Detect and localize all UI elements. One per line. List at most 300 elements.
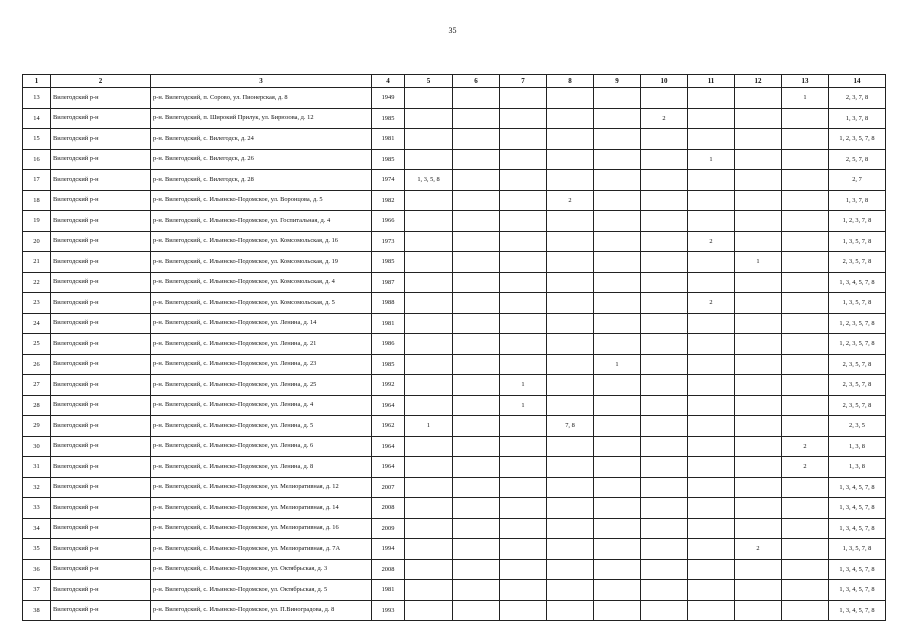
table-cell: 1981	[372, 580, 405, 601]
table-cell	[594, 498, 641, 519]
table-cell: 1, 3, 4, 5, 7, 8	[829, 498, 886, 519]
table-cell	[547, 580, 594, 601]
table-cell	[641, 416, 688, 437]
table-row	[23, 498, 886, 519]
table-cell	[735, 457, 782, 478]
table-cell: 1, 3, 4, 5, 7, 8	[829, 272, 886, 293]
table-cell	[405, 293, 453, 314]
table-cell	[405, 334, 453, 355]
table-cell: 34	[23, 518, 51, 539]
table-cell: Вилегодский р-н	[51, 293, 151, 314]
table-cell	[500, 129, 547, 150]
table-cell	[688, 416, 735, 437]
table-cell	[500, 334, 547, 355]
table-row	[23, 211, 886, 232]
table-cell	[782, 252, 829, 273]
table-cell	[594, 313, 641, 334]
column-header: 8	[547, 75, 594, 88]
table-cell	[500, 559, 547, 580]
table-cell	[453, 498, 500, 519]
table-cell: 2	[547, 190, 594, 211]
table-cell	[500, 149, 547, 170]
table-cell	[500, 518, 547, 539]
table-cell: 2, 3, 5, 7, 8	[829, 395, 886, 416]
table-cell: 27	[23, 375, 51, 396]
table-cell	[641, 231, 688, 252]
table-cell	[735, 170, 782, 191]
column-header: 6	[453, 75, 500, 88]
table-cell	[547, 129, 594, 150]
table-row	[23, 395, 886, 416]
table-cell	[688, 313, 735, 334]
table-cell: 2008	[372, 559, 405, 580]
table-cell: 1	[782, 88, 829, 109]
table-cell: Вилегодский р-н	[51, 190, 151, 211]
table-cell	[641, 190, 688, 211]
table-cell: р-н. Вилегодский, с. Вилегодск, д. 28	[151, 170, 372, 191]
column-header: 2	[51, 75, 151, 88]
table-row	[23, 354, 886, 375]
table-cell	[782, 190, 829, 211]
table-cell: 1, 3, 5, 7, 8	[829, 293, 886, 314]
table-cell	[735, 416, 782, 437]
table-cell: 1988	[372, 293, 405, 314]
table-cell: р-н. Вилегодский, с. Ильинско-Подомское, ул. Ленина, д. 23	[151, 354, 372, 375]
table-cell: р-н. Вилегодский, с. Ильинско-Подомское, ул. Ленина, д. 25	[151, 375, 372, 396]
table-cell: 1964	[372, 436, 405, 457]
table-cell: р-н. Вилегодский, с. Ильинско-Подомское, ул. Комсомольская, д. 4	[151, 272, 372, 293]
table-cell: Вилегодский р-н	[51, 559, 151, 580]
table-row	[23, 190, 886, 211]
table-cell: 1964	[372, 395, 405, 416]
column-header: 3	[151, 75, 372, 88]
table-cell: 2, 3, 5, 7, 8	[829, 354, 886, 375]
table-cell: 1993	[372, 600, 405, 621]
table-cell	[547, 293, 594, 314]
table-row	[23, 580, 886, 601]
table-cell	[641, 354, 688, 375]
table-cell	[688, 580, 735, 601]
table-cell: 2009	[372, 518, 405, 539]
table-cell	[453, 539, 500, 560]
table-cell	[547, 170, 594, 191]
table-cell	[782, 293, 829, 314]
column-header: 12	[735, 75, 782, 88]
table-cell	[782, 580, 829, 601]
table-cell	[405, 395, 453, 416]
table-cell: Вилегодский р-н	[51, 211, 151, 232]
table-cell: Вилегодский р-н	[51, 395, 151, 416]
table-body	[23, 88, 886, 621]
table-cell: 26	[23, 354, 51, 375]
table-cell	[594, 477, 641, 498]
table-cell: Вилегодский р-н	[51, 252, 151, 273]
table-cell: 1	[500, 395, 547, 416]
table-cell: 1985	[372, 252, 405, 273]
table-row	[23, 252, 886, 273]
table-cell	[688, 129, 735, 150]
table-cell: Вилегодский р-н	[51, 313, 151, 334]
table-cell	[688, 436, 735, 457]
column-header: 14	[829, 75, 886, 88]
table-cell: 20	[23, 231, 51, 252]
table-cell	[735, 293, 782, 314]
table-cell: 2	[688, 231, 735, 252]
table-cell	[735, 334, 782, 355]
table-cell	[735, 211, 782, 232]
table-cell: 1, 3, 7, 8	[829, 190, 886, 211]
table-cell	[735, 272, 782, 293]
table-cell: 1	[405, 416, 453, 437]
table-cell: 1	[688, 149, 735, 170]
table-cell: 1, 2, 3, 7, 8	[829, 211, 886, 232]
table-cell	[735, 477, 782, 498]
table-cell	[782, 211, 829, 232]
table-cell: р-н. Вилегодский, с. Ильинско-Подомское, ул. Октябрьская, д. 5	[151, 580, 372, 601]
table-cell: Вилегодский р-н	[51, 498, 151, 519]
column-header: 13	[782, 75, 829, 88]
table-cell	[641, 149, 688, 170]
table-cell: Вилегодский р-н	[51, 354, 151, 375]
table-cell	[453, 170, 500, 191]
table-cell	[500, 457, 547, 478]
table-cell: 1, 3, 4, 5, 7, 8	[829, 580, 886, 601]
table-cell	[405, 498, 453, 519]
table-cell	[405, 88, 453, 109]
table-cell	[547, 436, 594, 457]
table-cell: 1, 3, 4, 5, 7, 8	[829, 559, 886, 580]
table-cell	[453, 313, 500, 334]
table-cell: 1981	[372, 129, 405, 150]
table-cell: 1, 2, 3, 5, 7, 8	[829, 313, 886, 334]
header-row	[23, 75, 886, 88]
table-cell	[405, 457, 453, 478]
table-cell: р-н. Вилегодский, с. Вилегодск, д. 26	[151, 149, 372, 170]
table-cell: 1, 2, 3, 5, 7, 8	[829, 334, 886, 355]
table-cell	[547, 498, 594, 519]
table-cell	[735, 436, 782, 457]
table-cell	[735, 108, 782, 129]
table-cell: 32	[23, 477, 51, 498]
table-cell: 1992	[372, 375, 405, 396]
table-cell: р-н. Вилегодский, с. Ильинско-Подомское, ул. Мелиоративная, д. 16	[151, 518, 372, 539]
table-cell	[735, 231, 782, 252]
table-cell	[782, 231, 829, 252]
table-cell	[453, 354, 500, 375]
table-cell	[453, 559, 500, 580]
table-cell	[594, 149, 641, 170]
table-cell	[594, 375, 641, 396]
column-header: 4	[372, 75, 405, 88]
table-cell	[405, 559, 453, 580]
table-cell	[782, 539, 829, 560]
table-cell: 2, 7	[829, 170, 886, 191]
table-cell	[594, 190, 641, 211]
table-cell	[641, 375, 688, 396]
table-cell	[547, 354, 594, 375]
table-row	[23, 293, 886, 314]
table-cell: 2, 3, 5, 7, 8	[829, 375, 886, 396]
table-cell: р-н. Вилегодский, с. Ильинско-Подомское, ул. Комсомольская, д. 5	[151, 293, 372, 314]
table-cell	[735, 149, 782, 170]
table-cell: 30	[23, 436, 51, 457]
table-cell	[641, 252, 688, 273]
table-row	[23, 375, 886, 396]
table-cell: 25	[23, 334, 51, 355]
table-cell	[594, 293, 641, 314]
table-cell	[594, 334, 641, 355]
table-cell: Вилегодский р-н	[51, 457, 151, 478]
table-cell	[735, 354, 782, 375]
table-cell: 1, 3, 7, 8	[829, 108, 886, 129]
table-cell: 1, 3, 5, 7, 8	[829, 539, 886, 560]
table-cell	[453, 580, 500, 601]
table-cell	[782, 129, 829, 150]
table-cell: 1981	[372, 313, 405, 334]
table-cell	[500, 211, 547, 232]
table-cell: 2, 5, 7, 8	[829, 149, 886, 170]
table-cell	[594, 559, 641, 580]
table-cell: р-н. Вилегодский, с. Ильинско-Подомское, ул. Ленина, д. 5	[151, 416, 372, 437]
table-cell: р-н. Вилегодский, с. Ильинско-Подомское, ул. Ленина, д. 21	[151, 334, 372, 355]
table-cell	[594, 436, 641, 457]
table-cell	[782, 313, 829, 334]
table-cell: 2	[641, 108, 688, 129]
table-cell: р-н. Вилегодский, с. Ильинско-Подомское, ул. Мелиоративная, д. 14	[151, 498, 372, 519]
table-cell	[405, 580, 453, 601]
table-cell	[405, 436, 453, 457]
table-cell: 1974	[372, 170, 405, 191]
table-cell	[594, 170, 641, 191]
table-cell	[641, 129, 688, 150]
table-cell: 1, 3, 4, 5, 7, 8	[829, 600, 886, 621]
table-cell	[547, 334, 594, 355]
table-cell: 1985	[372, 354, 405, 375]
table-cell	[641, 600, 688, 621]
table-cell	[453, 88, 500, 109]
table-cell	[453, 395, 500, 416]
table-cell: 1	[594, 354, 641, 375]
table-cell: 14	[23, 108, 51, 129]
table-cell	[594, 272, 641, 293]
table-cell: 1986	[372, 334, 405, 355]
table-cell	[453, 518, 500, 539]
table-cell	[782, 375, 829, 396]
table-cell	[500, 600, 547, 621]
table-cell: Вилегодский р-н	[51, 539, 151, 560]
table-cell	[594, 600, 641, 621]
table-cell	[782, 477, 829, 498]
table-row	[23, 334, 886, 355]
table-cell: Вилегодский р-н	[51, 375, 151, 396]
table-cell	[782, 354, 829, 375]
table-cell: р-н. Вилегодский, с. Вилегодск, д. 24	[151, 129, 372, 150]
table-cell	[688, 375, 735, 396]
table-cell: р-н. Вилегодский, с. Ильинско-Подомское, ул. Ленина, д. 4	[151, 395, 372, 416]
table-cell: 1	[735, 252, 782, 273]
table-cell: р-н. Вилегодский, с. Ильинско-Подомское, ул. Октябрьская, д. 3	[151, 559, 372, 580]
table-cell	[405, 354, 453, 375]
table-row	[23, 600, 886, 621]
table-cell: р-н. Вилегодский, с. Ильинско-Подомское, ул. Госпитальная, д. 4	[151, 211, 372, 232]
table-cell	[641, 498, 688, 519]
table-cell: Вилегодский р-н	[51, 477, 151, 498]
table-cell: 37	[23, 580, 51, 601]
table-cell	[405, 518, 453, 539]
table-cell	[405, 108, 453, 129]
table-cell	[782, 272, 829, 293]
table-row	[23, 149, 886, 170]
table-cell	[688, 498, 735, 519]
table-cell	[453, 334, 500, 355]
table-cell	[547, 395, 594, 416]
table-cell	[547, 108, 594, 129]
table-cell	[594, 580, 641, 601]
column-header: 9	[594, 75, 641, 88]
table-cell: 15	[23, 129, 51, 150]
table-cell: 13	[23, 88, 51, 109]
table-row	[23, 559, 886, 580]
table-cell: Вилегодский р-н	[51, 170, 151, 191]
table-cell	[735, 375, 782, 396]
column-header: 10	[641, 75, 688, 88]
table-cell: 2, 3, 7, 8	[829, 88, 886, 109]
table-cell	[453, 293, 500, 314]
table-cell	[735, 498, 782, 519]
table-cell: 1, 3, 4, 5, 7, 8	[829, 518, 886, 539]
table-cell: 1994	[372, 539, 405, 560]
table-cell: 35	[23, 539, 51, 560]
table-cell: р-н. Вилегодский, с. Ильинско-Подомское, ул. Ленина, д. 14	[151, 313, 372, 334]
table-cell	[547, 600, 594, 621]
table-cell: 18	[23, 190, 51, 211]
table-cell: 2	[735, 539, 782, 560]
table-cell	[500, 354, 547, 375]
table-cell	[782, 518, 829, 539]
table-cell	[453, 457, 500, 478]
table-cell	[688, 354, 735, 375]
table-cell	[405, 129, 453, 150]
table-cell	[688, 334, 735, 355]
table-cell	[405, 539, 453, 560]
table-cell	[688, 211, 735, 232]
table-cell: Вилегодский р-н	[51, 334, 151, 355]
table-cell	[641, 559, 688, 580]
table-cell	[547, 211, 594, 232]
table-cell	[453, 477, 500, 498]
table-cell: Вилегодский р-н	[51, 272, 151, 293]
table-cell	[688, 559, 735, 580]
table-cell	[500, 477, 547, 498]
table-cell: 1, 3, 5, 8	[405, 170, 453, 191]
table-cell: 2, 3, 5, 7, 8	[829, 252, 886, 273]
table-cell	[405, 375, 453, 396]
table-cell	[641, 272, 688, 293]
table-cell: 2, 3, 5	[829, 416, 886, 437]
table-cell: Вилегодский р-н	[51, 518, 151, 539]
table-cell: Вилегодский р-н	[51, 231, 151, 252]
table-cell: 1, 3, 8	[829, 436, 886, 457]
table-cell	[688, 477, 735, 498]
table-cell: 1966	[372, 211, 405, 232]
column-header: 7	[500, 75, 547, 88]
table-cell	[782, 559, 829, 580]
table-cell	[688, 170, 735, 191]
table-cell	[782, 149, 829, 170]
table-cell	[547, 518, 594, 539]
page-number: 35	[448, 26, 457, 35]
table-cell	[405, 272, 453, 293]
table-cell	[594, 395, 641, 416]
table-cell: 1, 2, 3, 5, 7, 8	[829, 129, 886, 150]
table-row	[23, 88, 886, 109]
table-cell	[547, 252, 594, 273]
table-cell: 2	[782, 457, 829, 478]
table-row	[23, 313, 886, 334]
table-cell	[547, 272, 594, 293]
table-cell: 28	[23, 395, 51, 416]
table-cell	[641, 518, 688, 539]
table-cell	[641, 580, 688, 601]
table-cell	[594, 129, 641, 150]
table-cell	[547, 313, 594, 334]
table-cell	[735, 88, 782, 109]
table-row	[23, 539, 886, 560]
table-cell: 1964	[372, 457, 405, 478]
table-cell	[688, 88, 735, 109]
table-cell	[688, 518, 735, 539]
table-cell: 1973	[372, 231, 405, 252]
table-cell	[500, 272, 547, 293]
table-cell	[547, 457, 594, 478]
table-cell	[547, 231, 594, 252]
table-cell	[500, 190, 547, 211]
table-cell	[453, 600, 500, 621]
table-cell	[594, 518, 641, 539]
table-row	[23, 129, 886, 150]
table-cell	[453, 108, 500, 129]
table-cell: 2007	[372, 477, 405, 498]
table-cell	[688, 190, 735, 211]
table-cell: 38	[23, 600, 51, 621]
table-cell: 19	[23, 211, 51, 232]
table-cell	[594, 88, 641, 109]
table-row	[23, 231, 886, 252]
table-cell: р-н. Вилегодский, с. Ильинско-Подомское, ул. Мелиоративная, д. 7А	[151, 539, 372, 560]
table-cell: р-н. Вилегодский, с. Ильинско-Подомское, ул. Ленина, д. 8	[151, 457, 372, 478]
table-cell: Вилегодский р-н	[51, 149, 151, 170]
table-cell	[641, 211, 688, 232]
table-cell	[641, 395, 688, 416]
table-cell	[453, 129, 500, 150]
table-cell	[688, 395, 735, 416]
table-cell	[500, 293, 547, 314]
table-cell	[594, 457, 641, 478]
table-cell: р-н. Вилегодский, п. Широкий Прилук, ул. Бирюзова, д. 12	[151, 108, 372, 129]
table-cell	[594, 231, 641, 252]
table-row	[23, 518, 886, 539]
table-cell	[453, 231, 500, 252]
table-cell	[735, 313, 782, 334]
table-cell: р-н. Вилегодский, с. Ильинско-Подомское, ул. Ленина, д. 6	[151, 436, 372, 457]
table-cell	[735, 518, 782, 539]
table-cell	[547, 539, 594, 560]
table-cell	[405, 252, 453, 273]
table-cell: 1985	[372, 108, 405, 129]
table-cell: 36	[23, 559, 51, 580]
table-cell	[641, 457, 688, 478]
table-cell: 2	[688, 293, 735, 314]
